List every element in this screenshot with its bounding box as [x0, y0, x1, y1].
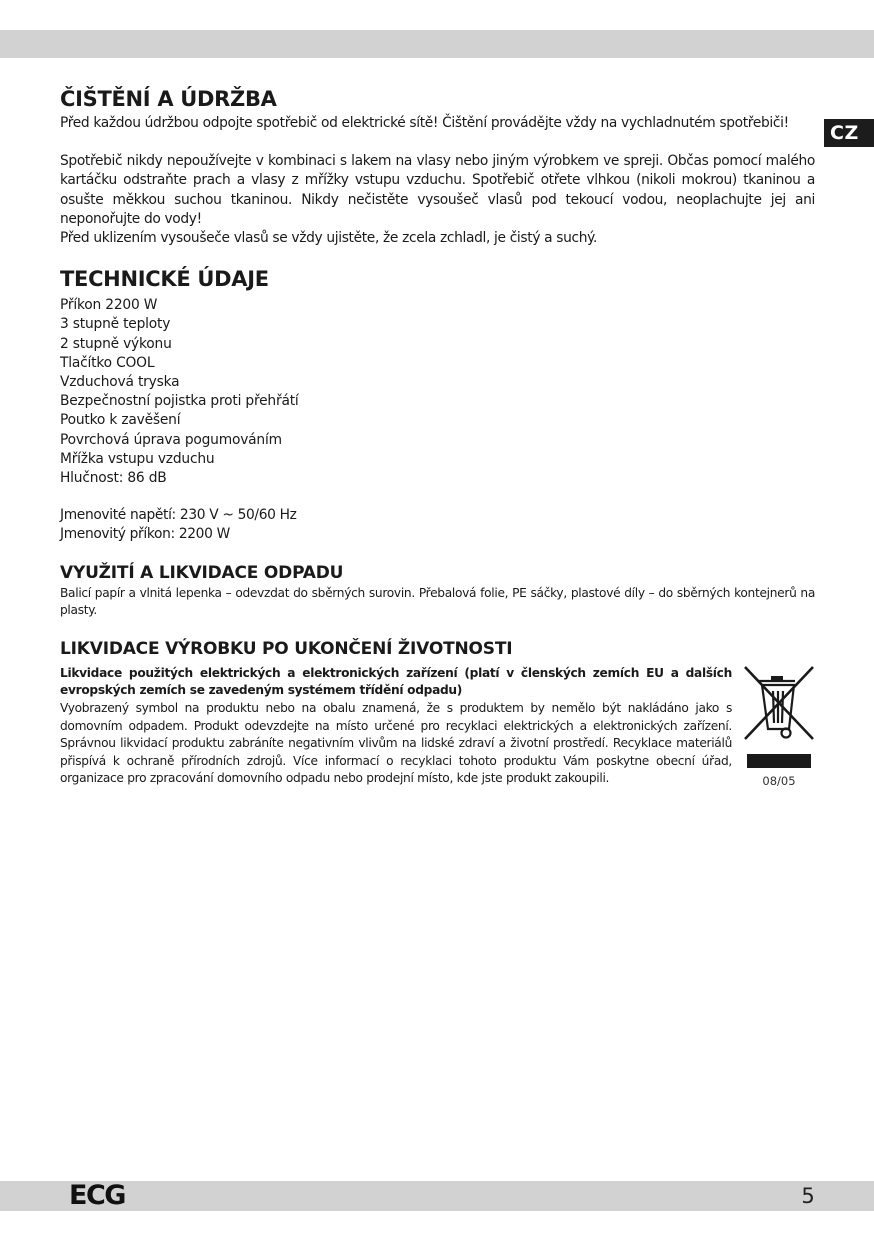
rated-voltage: Jmenovité napětí: 230 V ~ 50/60 Hz [60, 507, 297, 524]
footer-bar [0, 1181, 874, 1211]
cleaning-warning: Před každou údržbou odpojte spotřebič od elektrické sítě! Čištění provádějte vždy na vychladnutém spotřebiči! [60, 115, 789, 131]
disposal-text-block [60, 665, 732, 788]
technical-item: Vzduchová tryska [60, 374, 180, 391]
ecg-logo: ECG [69, 1180, 125, 1211]
disposal-heading: LIKVIDACE VÝROBKU PO UKONČENÍ ŽIVOTNOSTI [60, 638, 513, 659]
technical-item: 3 stupně teploty [60, 316, 171, 333]
language-tab: CZ [824, 119, 874, 147]
technical-item: Poutko k zavěšení [60, 412, 181, 429]
disposal-text: Vyobrazený symbol na produktu nebo na obalu znamená, že s produktem by nemělo být nakládáno jako s domovním odpadem. Produkt odevzdejte na místo určené pro recyklaci elektrických a elektronických zařízení. Správnou likvidací produktu zabráníte negativním vlivům na lidské zdraví a životní prostředí. Recyklace materiálů přispívá k ochraně přírodních zdrojů. Více informací o recyklaci tohoto produktu Vám poskytne obecní úřad, organizace pro zpracování domovního odpadu nebo prodejní místo, kde jste produkt zakoupili. [60, 701, 732, 786]
cleaning-storage-note: Před uklizením vysoušeče vlasů se vždy ujistěte, že zcela zchladl, je čistý a suchý. [60, 230, 598, 247]
crossed-out-wheelie-bin-icon [743, 665, 815, 771]
waste-heading: VYUŽITÍ A LIKVIDACE ODPADU [60, 562, 344, 583]
page-number: 5 [801, 1184, 815, 1208]
technical-item: Bezpečnostní pojistka proti přehřátí [60, 393, 299, 410]
header-bar [0, 30, 874, 58]
technical-heading: TECHNICKÉ ÚDAJE [60, 267, 269, 292]
cleaning-instructions: Spotřebič nikdy nepoužívejte v kombinaci s lakem na vlasy nebo jiným výrobkem ve spreji. Občas pomocí malého kartáčku odstraňte prach a vlasy z mřížky vstupu vzduchu. Spotřebič otřete vlhkou (nikoli mokrou) tkaninou a osušte měkkou suchou tkaninou. Nikdy nečistěte vysoušeč vlasů pod tekoucí vodou, neoplachujte jej ani neponořujte do vody! [60, 153, 815, 227]
waste-text: Balicí papír a vlnitá lepenka – odevzdat do sběrných surovin. Přebalová folie, PE sáčky, plastové díly – do sběrných kontejnerů na plasty. [60, 585, 815, 618]
page-content [60, 84, 815, 788]
technical-item: Příkon 2200 W [60, 297, 158, 314]
technical-list [60, 296, 815, 488]
cleaning-heading: ČIŠTĚNÍ A ÚDRŽBA [60, 87, 277, 111]
technical-item: Tlačítko COOL [60, 354, 155, 371]
disposal-section [60, 665, 815, 788]
disposal-intro: Likvidace použitých elektrických a elektronických zařízení (platí v členských zemích EU a dalších evropských zemích se zavedeným systémem třídění odpadu) [60, 665, 732, 698]
technical-item: Mřížka vstupu vzduchu [60, 450, 215, 467]
technical-item: 2 stupně výkonu [60, 335, 172, 352]
weee-symbol [743, 665, 815, 788]
technical-item: Hlučnost: 86 dB [60, 470, 167, 487]
rated-power: Jmenovitý příkon: 2200 W [60, 526, 230, 543]
technical-item: Povrchová úprava pogumováním [60, 431, 282, 448]
weee-date: 08/05 [762, 773, 796, 788]
